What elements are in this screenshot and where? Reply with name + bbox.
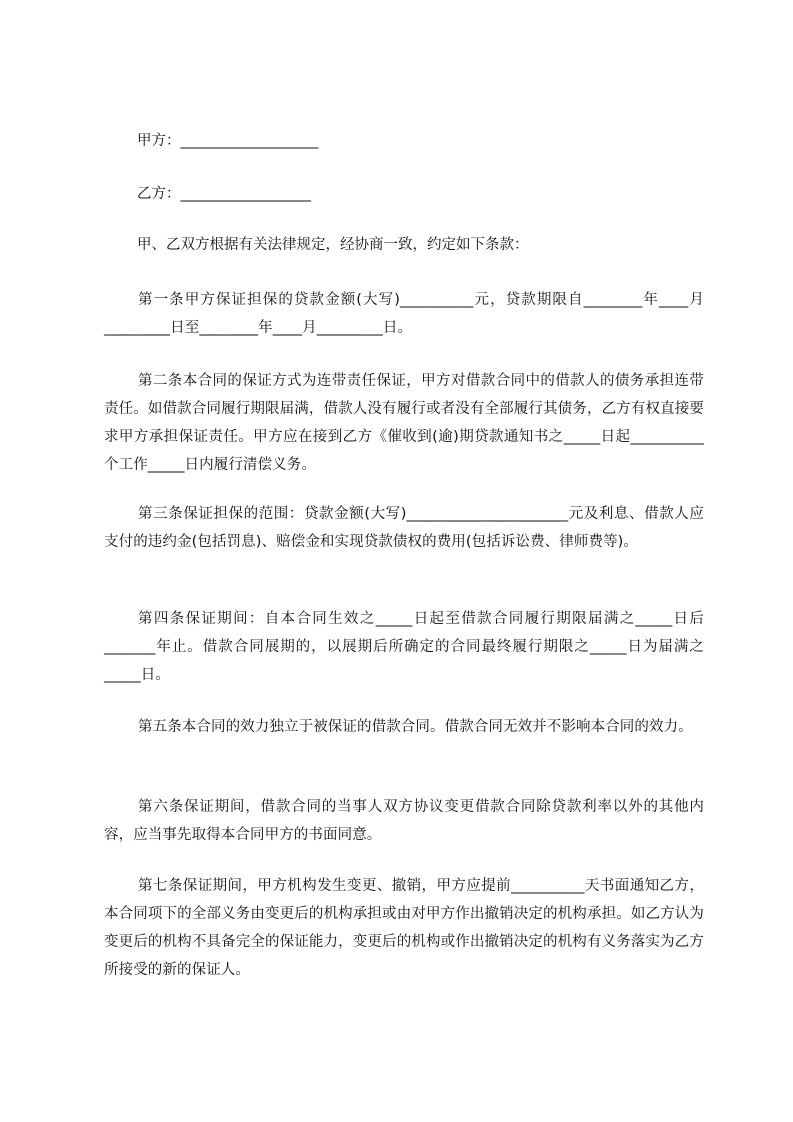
intro-paragraph: 甲、乙双方根据有关法律规定，经协商一致，约定如下条款：: [137, 237, 529, 253]
clause-7: 第七条保证期间，甲方机构发生变更、撤销，甲方应提前__________天书面通知乙方，本合同项下的全部义务由变更后的机构承担或由对甲方作出撤销决定的机构承担。如乙方认为变更后的机构不具备完全的保证能力，变更后的机构或作出撤销决定的机构有义务落实为乙方所接受的新的保证人。: [104, 878, 704, 978]
clause-2: 第二条本合同的保证方式为连带责任保证，甲方对借款合同中的借款人的债务承担连带责任。如借款合同履行期限届满，借款人没有履行或者没有全部履行其债务，乙方有权直接要求甲方承担保证责任。甲方应在接到乙方《催收到(逾)期贷款通知书之_____日起__________个工作_____日内履行清偿义务。: [104, 373, 704, 473]
clause-4: 第四条保证期间：自本合同生效之_____日起至借款合同履行期限届满之_____日后_______年止。借款合同展期的，以展期后所确定的合同最终履行期限之_____日为届满之_____日。: [104, 611, 704, 683]
party-b-line: 乙方：__________________: [137, 186, 311, 202]
clause-6: 第六条保证期间，借款合同的当事人双方协议变更借款合同除贷款利率以外的其他内容，应当事先取得本合同甲方的书面同意。: [104, 799, 704, 843]
party-a-line: 甲方：___________________: [137, 133, 319, 149]
clause-1: 第一条甲方保证担保的贷款金额(大写)__________元，贷款期限自________年____月_________日至________年____月_________日。: [104, 292, 704, 336]
clause-5: 第五条本合同的效力独立于被保证的借款合同。借款合同无效并不影响本合同的效力。: [138, 719, 693, 735]
clause-3: 第三条保证担保的范围：贷款金额(大写)______________________元及利息、借款人应支付的违约金(包括罚息)、赔偿金和实现贷款债权的费用(包括诉讼费、律师费等)。: [104, 506, 704, 550]
